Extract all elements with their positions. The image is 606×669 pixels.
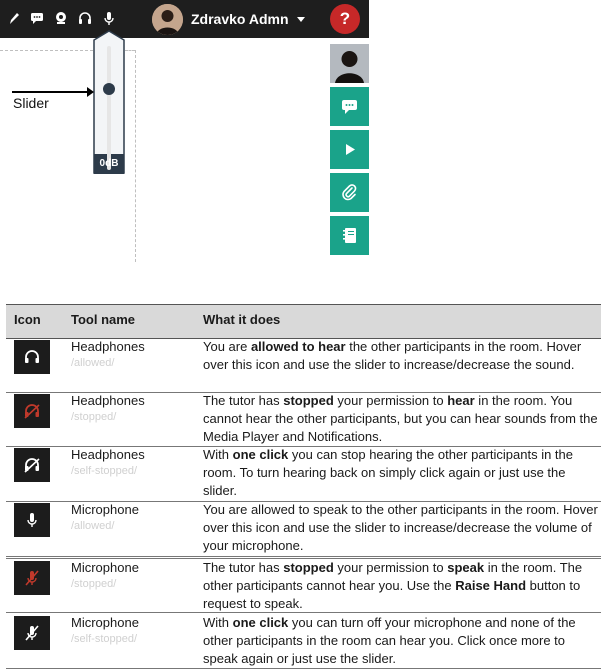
slider-track[interactable] xyxy=(107,46,111,170)
description-text: With xyxy=(203,447,233,462)
tool-description xyxy=(203,446,599,500)
notes-button[interactable] xyxy=(330,216,369,255)
tool-name: Headphones xyxy=(71,447,145,462)
pencil-icon[interactable] xyxy=(6,10,22,26)
emphasis-text: speak xyxy=(447,560,485,575)
tool-state: /self-stopped/ xyxy=(71,633,138,645)
description-text: With xyxy=(203,615,233,630)
description-text: You are xyxy=(203,339,251,354)
description-text: in the room. You cannot hear the other participants, but you can hear sounds from the Media Player and Notifications. xyxy=(203,393,598,444)
table-row xyxy=(6,446,601,502)
chat-icon[interactable] xyxy=(29,10,45,26)
table-row xyxy=(6,392,601,447)
tool-description xyxy=(203,559,599,613)
description-text: The tutor has xyxy=(203,560,284,575)
emphasis-text: Raise Hand xyxy=(455,578,527,593)
participant-avatar[interactable] xyxy=(330,44,369,83)
divider xyxy=(135,50,136,262)
tool-name: Headphones xyxy=(71,339,145,354)
play-icon xyxy=(340,140,359,159)
volume-db-label: 0dB xyxy=(99,158,119,169)
annotation-arrow xyxy=(12,91,88,93)
microphone-icon[interactable] xyxy=(101,10,117,26)
media-player-button[interactable] xyxy=(330,130,369,169)
description-text: You are allowed to speak to the other participants in the room. Hover over this icon and use the slider to increase/decrease the volume of your microphone. xyxy=(203,502,598,553)
description-text: button to request to speak. xyxy=(203,578,581,611)
description-text: The tutor has xyxy=(203,393,284,408)
tool-state: /allowed/ xyxy=(71,357,115,369)
tool-name: Microphone xyxy=(71,560,139,575)
avatar xyxy=(152,4,183,35)
table-header xyxy=(6,304,601,339)
table-row xyxy=(6,559,601,613)
header-tool-name: Tool name xyxy=(71,312,136,327)
divider xyxy=(125,50,135,51)
tool-description xyxy=(203,392,599,446)
microphone-stopped-icon xyxy=(14,561,50,595)
microphone-self-stopped-icon xyxy=(14,616,50,650)
description-text: your permission to xyxy=(333,393,448,408)
emphasis-text: one click xyxy=(232,615,289,630)
microphone-allowed-icon xyxy=(14,503,50,537)
help-button[interactable]: ? xyxy=(330,4,360,34)
divider xyxy=(0,50,93,51)
tool-description xyxy=(203,338,599,374)
description-text: you can turn off your microphone and none of the other participants in the room can hear you. Click once more to speak again or just use the slider. xyxy=(203,615,576,666)
files-button[interactable] xyxy=(330,173,369,212)
volume-slider-popup xyxy=(93,30,125,174)
tool-name: Microphone xyxy=(71,615,139,630)
description-text: in the room. The other participants cannot hear you. Use the xyxy=(203,560,583,593)
description-text: your permission to xyxy=(333,560,448,575)
emphasis-text: allowed to hear xyxy=(250,339,346,354)
header-description: What it does xyxy=(203,312,281,327)
emphasis-text: one click xyxy=(232,447,289,462)
tool-state: /stopped/ xyxy=(71,411,117,423)
chevron-down-icon xyxy=(297,17,305,22)
tool-name: Headphones xyxy=(71,393,145,408)
user-menu[interactable] xyxy=(152,3,305,35)
table-row xyxy=(6,501,601,559)
paperclip-icon xyxy=(340,183,359,202)
tool-description xyxy=(203,501,599,555)
webcam-icon[interactable] xyxy=(53,10,69,26)
headphones-allowed-icon xyxy=(14,340,50,374)
header-icon: Icon xyxy=(14,312,41,327)
tool-state: /allowed/ xyxy=(71,520,115,532)
chat-button[interactable] xyxy=(330,87,369,126)
table-row xyxy=(6,614,601,669)
description-text: you can stop hearing the other participants in the room. To turn hearing back on simply click again or just use the slider. xyxy=(203,447,574,498)
slider-annotation: Slider xyxy=(13,95,49,111)
emphasis-text: stopped xyxy=(283,560,334,575)
table-row xyxy=(6,338,601,393)
emphasis-text: stopped xyxy=(283,393,334,408)
user-name: Zdravko Admn xyxy=(191,11,289,27)
headphones-stopped-icon xyxy=(14,394,50,428)
notebook-icon xyxy=(340,226,359,245)
tool-name: Microphone xyxy=(71,502,139,517)
tool-description xyxy=(203,614,599,668)
headphones-self-stopped-icon xyxy=(14,448,50,482)
emphasis-text: hear xyxy=(447,393,475,408)
description-text: the other participants in the room. Hover over this icon and use the slider to increase/decrease the sound. xyxy=(203,339,582,372)
tool-state: /self-stopped/ xyxy=(71,465,138,477)
tool-state: /stopped/ xyxy=(71,578,117,590)
headphones-icon[interactable] xyxy=(77,10,93,26)
top-toolbar xyxy=(0,0,369,38)
chat-icon xyxy=(340,97,359,116)
